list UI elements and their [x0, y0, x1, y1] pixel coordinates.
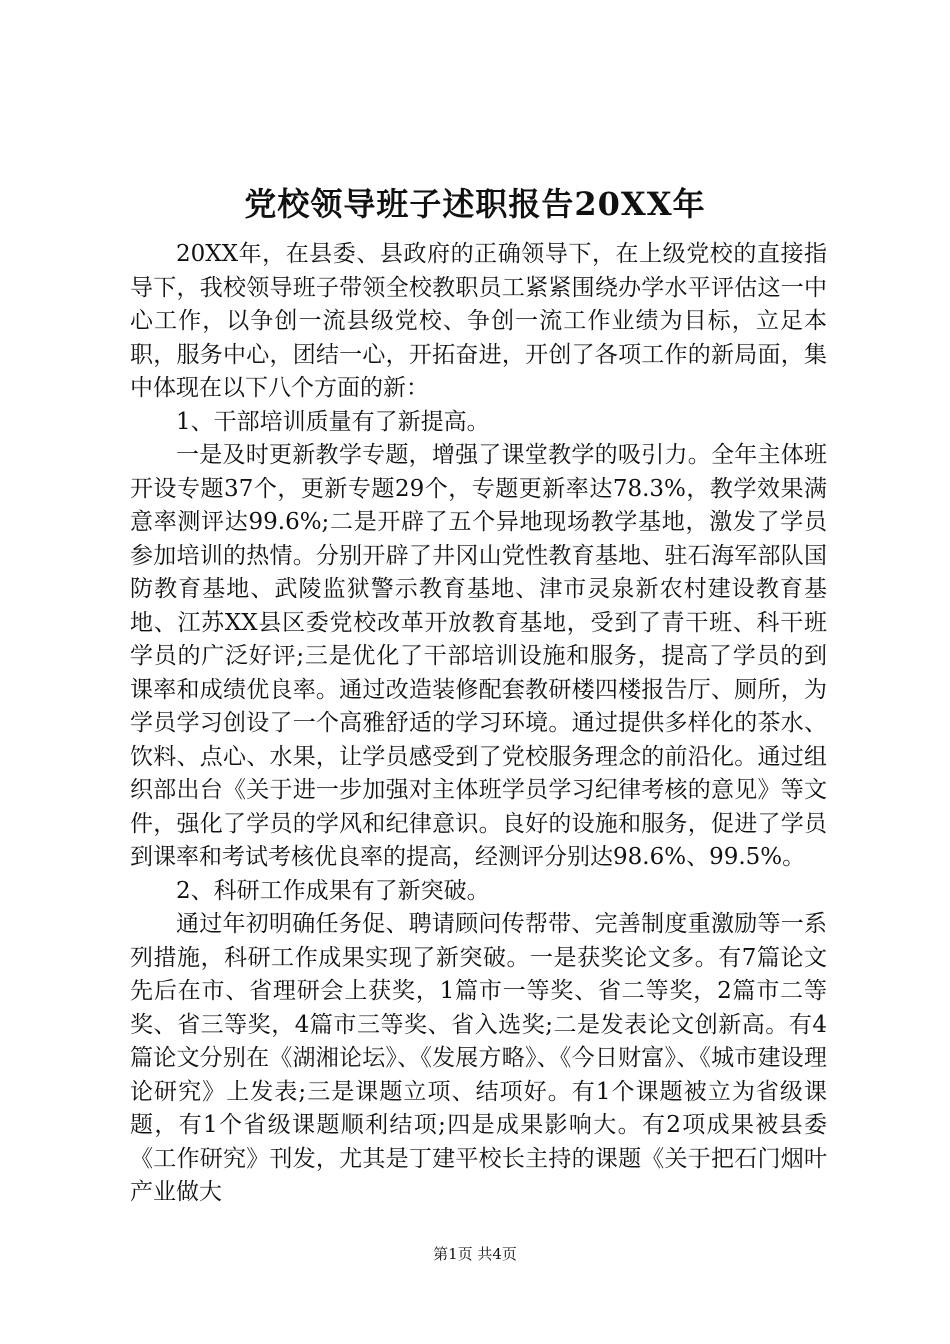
- section-heading-2: 2、科研工作成果有了新突破。: [176, 877, 490, 904]
- paragraph-training: 一是及时更新教学专题，增强了课堂教学的吸引力。全年主体班开设专题37个，更新专题29个，专题更新率达78.3%，教学效果满意率测评达99.6%;二是开辟了五个异地现场教学基地，激发了学员参加培训的热情。分别开辟了井冈山党性教育基地、驻石海军部队国防教育基地、武陵监狱警示教育基地、津市灵泉新农村建设教育基地、江苏XX县区委党校改革开放教育基地，受到了青干班、科干班学员的广泛好评;三是优化了干部培训设施和服务，提高了学员的到课率和成绩优良率。通过改造装修配套教研楼四楼报告厅、厕所，为学员学习创设了一个高雅舒适的学习环境。通过提供多样化的茶水、饮料、点心、水果，让学员感受到了党校服务理念的前沿化。通过组织部出台《关于进一步加强对主体班学员学习纪律考核的意见》等文件，强化了学员的学风和纪律意识。良好的设施和服务，促进了学员到课率和考试考核优良率的提高，经测评分别达98.6%、99.5%。: [130, 442, 827, 870]
- page-footer: 第1页 共4页: [433, 1245, 517, 1263]
- section-heading-1: 1、干部培训质量有了新提高。: [176, 408, 490, 435]
- paragraph-intro: 20XX年，在县委、县政府的正确领导下，在上级党校的直接指导下，我校领导班子带领全校教职员工紧紧围绕办学水平评估这一中心工作，以争创一流县级党校、争创一流工作业绩为目标，立足本职，服务中心，团结一心，开拓奋进，开创了各项工作的新局面，集中体现在以下八个方面的新：: [130, 241, 827, 401]
- document-title: 党校领导班子述职报告20XX年: [244, 185, 706, 223]
- paragraph-research: 通过年初明确任务促、聘请顾问传帮带、完善制度重激励等一系列措施，科研工作成果实现了新突破。一是获奖论文多。有7篇论文先后在市、省理研会上获奖，1篇市一等奖、省二等奖，2篇市二等奖、省三等奖，4篇市三等奖、省入选奖;二是发表论文创新高。有4篇论文分别在《湖湘论坛》、《发展方略》、《今日财富》、《城市建设理论研究》上发表;三是课题立项、结项好。有1个课题被立为省级课题，有1个省级课题顺利结项;四是成果影响大。有2项成果被县委《工作研究》刊发，尤其是丁建平校长主持的课题《关于把石门烟叶产业做大: [130, 911, 828, 1205]
- document-body: [130, 238, 827, 1210]
